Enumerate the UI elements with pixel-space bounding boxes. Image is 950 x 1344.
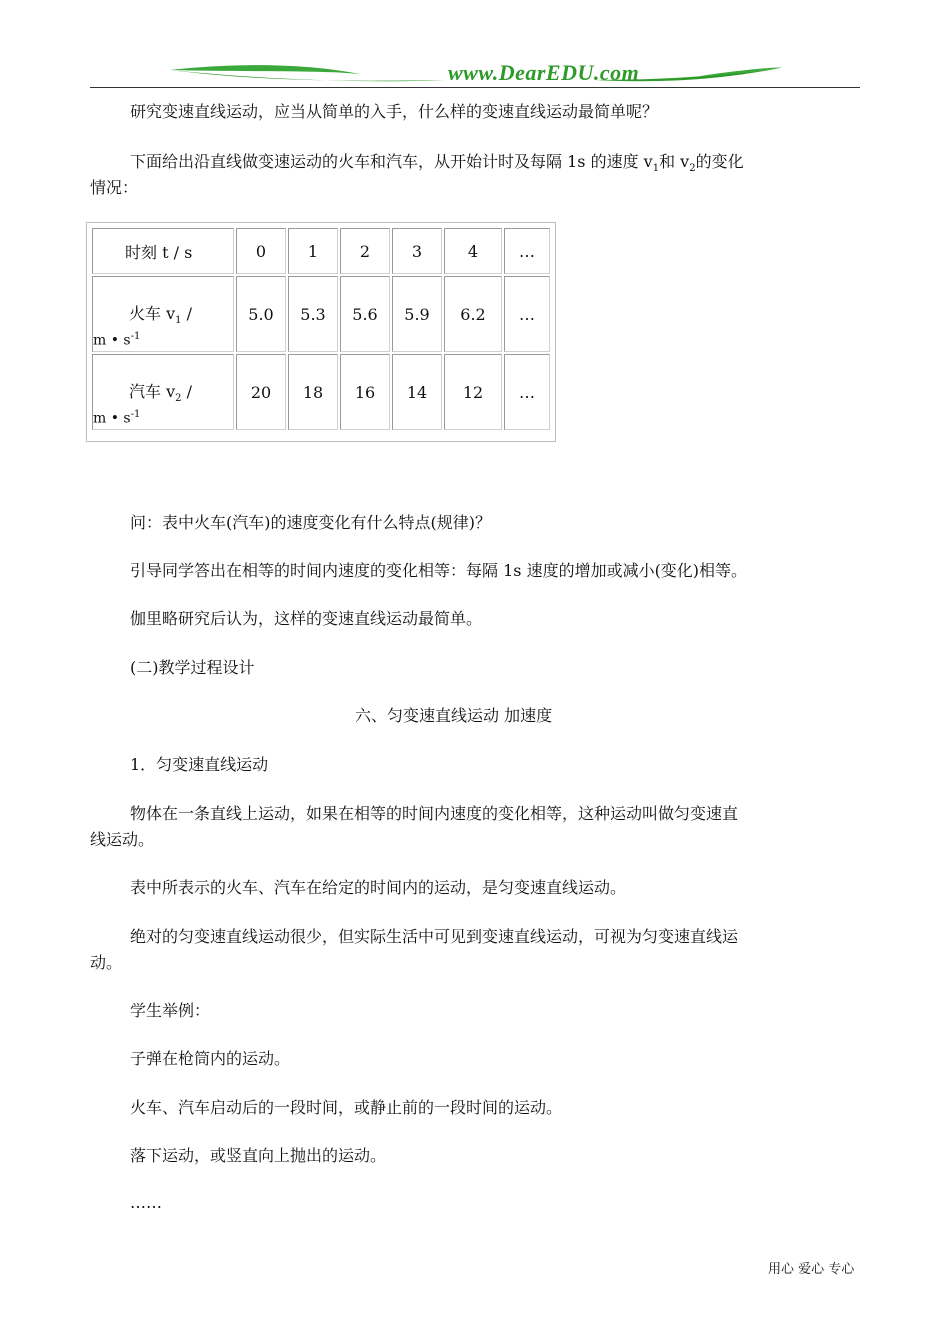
example-3: 落下运动，或竖直向上抛出的运动。 xyxy=(130,1146,387,1165)
galileo-paragraph: 伽里略研究后认为，这样的变速直线运动最简单。 xyxy=(130,609,483,628)
train-value-cell: 5.0 xyxy=(236,276,286,352)
time-cell: … xyxy=(504,228,550,274)
time-header-cell: 时刻 t / s xyxy=(92,228,234,274)
intro-paragraph-1: 研究变速直线运动，应当从简单的入手，什么样的变速直线运动最简单呢？ xyxy=(130,102,659,121)
absolute-line1: 绝对的匀变速直线运动很少，但实际生活中可见到变速直线运动，可视为匀变速直线运 xyxy=(130,927,739,946)
car-value-cell: … xyxy=(504,354,550,430)
train-value-cell: 5.9 xyxy=(392,276,442,352)
table-row-time xyxy=(92,228,550,274)
train-value-cell: 6.2 xyxy=(444,276,502,352)
site-header xyxy=(90,58,860,90)
car-header-cell: 汽车 $v_2$ / m • $s^{-1}$ xyxy=(92,354,234,430)
table-row-car xyxy=(92,354,550,430)
table-row-train xyxy=(92,276,550,352)
table-note-paragraph: 表中所表示的火车、汽车在给定的时间内的运动，是匀变速直线运动。 xyxy=(130,878,627,897)
intro-paragraph-2-line2: 情况： xyxy=(90,178,139,197)
train-value-cell: … xyxy=(504,276,550,352)
definition-line2: 线运动。 xyxy=(90,830,155,849)
time-cell: 3 xyxy=(392,228,442,274)
velocity-table-grid xyxy=(90,226,552,432)
ellipsis: …… xyxy=(130,1193,162,1212)
car-value-cell: 20 xyxy=(236,354,286,430)
section-heading: (二)教学过程设计 xyxy=(130,658,255,677)
time-cell: 4 xyxy=(444,228,502,274)
train-header-cell: 火车 $v_1$ / m • $s^{-1}$ xyxy=(92,276,234,352)
absolute-line2: 动。 xyxy=(90,953,123,972)
intro-paragraph-2-line1: 下面给出沿直线做变速运动的火车和汽车，从开始计时及每隔 1s 的速度 $v_1$和 $v_2$的变化 xyxy=(130,152,744,175)
subsection-heading: 1．匀变速直线运动 xyxy=(130,755,269,774)
guide-paragraph: 引导同学答出在相等的时间内速度的变化相等：每隔 1s 速度的增加或减小(变化)相等。 xyxy=(130,561,748,580)
site-logo-text[interactable]: www.DearEDU.com xyxy=(448,60,640,85)
time-cell: 1 xyxy=(288,228,338,274)
time-cell: 2 xyxy=(340,228,390,274)
definition-line1: 物体在一条直线上运动，如果在相等的时间内速度的变化相等，这种运动叫做匀变速直 xyxy=(130,804,739,823)
examples-heading: 学生举例： xyxy=(130,1001,211,1020)
question-paragraph: 问：表中火车(汽车)的速度变化有什么特点(规律)？ xyxy=(130,513,491,532)
header-rule xyxy=(90,87,860,88)
train-value-cell: 5.6 xyxy=(340,276,390,352)
train-value-cell: 5.3 xyxy=(288,276,338,352)
example-1: 子弹在枪筒内的运动。 xyxy=(130,1049,291,1068)
footer-text: 用心 爱心 专心 xyxy=(768,1262,855,1277)
car-value-cell: 12 xyxy=(444,354,502,430)
lesson-title: 六、匀变速直线运动 加速度 xyxy=(355,706,553,725)
time-cell: 0 xyxy=(236,228,286,274)
car-value-cell: 14 xyxy=(392,354,442,430)
car-value-cell: 16 xyxy=(340,354,390,430)
velocity-table xyxy=(86,222,556,442)
car-value-cell: 18 xyxy=(288,354,338,430)
example-2: 火车、汽车启动后的一段时间，或静止前的一段时间的运动。 xyxy=(130,1098,563,1117)
